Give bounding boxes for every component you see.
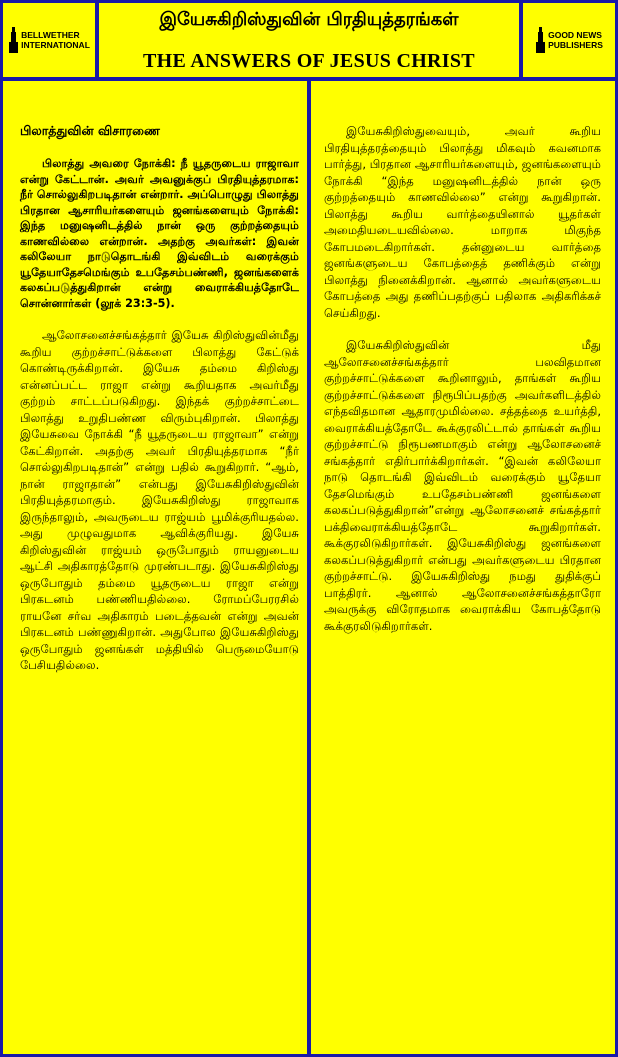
- body-paragraph: இயேசுகிறிஸ்துவையும், அவர் கூறிய பிரதியுத்தரத்தையும் பிலாத்து மிகவும் கவனமாக பார்த்து, பிரதான ஆசாரியர்களையும், ஜனங்களையும் நோக்கி “இந்த மனுஷனிடத்தில் நான் ஒரு குற்றத்தையும் காணவில்லை” என்று கூறுகிறான். பிலாத்து கூறிய வார்த்தையினால் யூதர்கள் அமைதியடையவில்லை. மாறாக மிகுந்த கோபமடைகிறார்கள். தன்னுடைய வார்த்தை ஜனங்களுடைய கோபத்தைத் தணிக்கும் என்று பிலாத்து நினைக்கிறான். ஆனால் அவர்களுடைய கோபத்தை அது தணிப்பதற்குப் பதிலாக அதிகரிக்கச் செய்கிறது.: [324, 124, 601, 320]
- left-column: [3, 81, 307, 1054]
- left-logo-line-1: BELLWETHER: [21, 30, 80, 40]
- header-title-box: [99, 3, 519, 77]
- bellwether-logo: [3, 3, 95, 77]
- tower-icon: [8, 27, 19, 53]
- scripture-paragraph: பிலாத்து அவரை நோக்கி: நீ யூதருடைய ராஜாவா என்று கேட்டான். அவர் அவனுக்குப் பிரதியுத்தரமாக: நீர் சொல்லுகிறபடிதான் என்றார். அப்பொழுது பிலாத்து பிரதான ஆசாரியர்களையும் ஜனங்களையும் நோக்கி: இந்த மனுஷனிடத்தில் நான் ஒரு குற்றத்தையும் காணவில்லை என்றான். அதற்கு அவர்கள்: இவன் கலிலேயா நாடுதொடங்கி இவ்விடம் வரைக்கும் யூதேயாதேசமெங்கும் உபதேசம்பண்ணி, ஜனங்களைக் கலகப்படுத்துகிறான் என்று வைராக்கியத்தோடே சொன்னார்கள் (லூக் 23:3-5).: [20, 157, 299, 310]
- body-paragraph: ஆலோசனைச்சங்கத்தார் இயேசு கிறிஸ்துவின்மீது கூறிய குற்றச்சாட்டுக்களை பிலாத்து கேட்டுக் கொண்டிருக்கிறான். இயேசு தம்மை கிறிஸ்து என்னப்பட்ட ராஜா என்று கூறியதாக அவர்மீது குற்றம் சாட்டப்படுகிறது. இந்தக் குற்றச்சாட்டை பிலாத்து உறுதிபண்ண விரும்புகிறான். பிலாத்து இயேசுவை நோக்கி “நீ யூதருடைய ராஜாவா” என்று கேட்கிறான். அதற்கு அவர் பிரதியுத்தரமாக “நீர் சொல்லுகிறபடிதான்” என்று பதில் கூறுகிறார். “ஆம், நான் ராஜாதான்” என்பது இயேசுகிறிஸ்துவின் பிரதியுத்தரமாகும். இயேசுகிறிஸ்து ராஜாவாக இருந்தாலும், அவருடைய ராஜ்யம் பூமிக்குரியதல்ல. அது முழுவதுமாக ஆவிக்குரியது. இயேசு கிறிஸ்துவின் ராஜ்யம் ஒருபோதும் ராயனுடைய ஆட்சி அதிகாரத்தோடு முரண்படாது. இயேசுகிறிஸ்து ஒருபோதும் தம்மை யூதருடைய ராஜா என்று பிரகடனம் பண்ணியதில்லை. ரோமப்பேரரசில் ராயனே சர்வ அதிகாரம் படைத்தவன் என்று அவன் பிரகடனம் பண்ணுகிறான். அதுபோல இயேசுகிறிஸ்து ஒருபோதும் ஜனங்கள் மத்தியில் பெருமையோடு பேசியதில்லை.: [20, 328, 299, 672]
- body-paragraph: இயேசுகிறிஸ்துவின் மீது ஆலோசனைச்சங்கத்தார் பலவிதமான குற்றச்சாட்டுக்களை கூறினாலும், தாங்கள் கூறிய குற்றச்சாட்டுக்களை நிரூபிப்பதற்கு அவர்களிடத்தில் எந்தவிதமான ஆதாரமுமில்லை. சத்தத்தை உயர்த்தி, வைராக்கியத்தோடே கூக்குரலிட்டால் தாங்கள் கூறிய குற்றச்சாட்டு நிரூபணமாகும் என்று ஆலோசனைச் சங்கத்தார் எதிர்பார்க்கிறார்கள். “இவன் கலிலேயா நாடு தொடங்கி இவ்விடம் வரைக்கும் யூதேயா தேசமெங்கும் உபதேசம்பண்ணி ஜனங்களை கலகப்படுத்துகிறான்”என்று ஆலோசனைச் சங்கத்தார் பக்திவைராக்கியத்தோடே கூறுகிறார்கள். கூக்குரலிடுகிறார்கள். இயேசுகிறிஸ்து ஜனங்களை கலகப்படுத்துகிறார் என்பது அவர்களுடைய பிரதான குற்றச்சாட்டு. இயேசுகிறிஸ்து நமது துதிக்குப் பாத்திரர். ஆனால் ஆலோசனைச்சங்கத்தாரோ அவருக்கு விரோதமாக வைராக்கிய கோபத்தோடு கூக்குரலிடுகிறார்கள்.: [324, 338, 601, 633]
- left-logo-line-2: INTERNATIONAL: [21, 40, 90, 50]
- section-heading: பிலாத்துவின் விசாரணை: [20, 123, 160, 138]
- right-logo-line-1: GOOD NEWS: [548, 30, 602, 40]
- title-tamil: இயேசுகிறிஸ்துவின் பிரதியுத்தரங்கள்: [159, 9, 459, 30]
- right-logo-line-2: PUBLISHERS: [548, 40, 603, 50]
- right-column: [311, 81, 615, 1054]
- good-news-logo: [523, 3, 615, 77]
- tower-icon: [535, 27, 546, 53]
- title-english: THE ANSWERS OF JESUS CHRIST: [143, 50, 475, 72]
